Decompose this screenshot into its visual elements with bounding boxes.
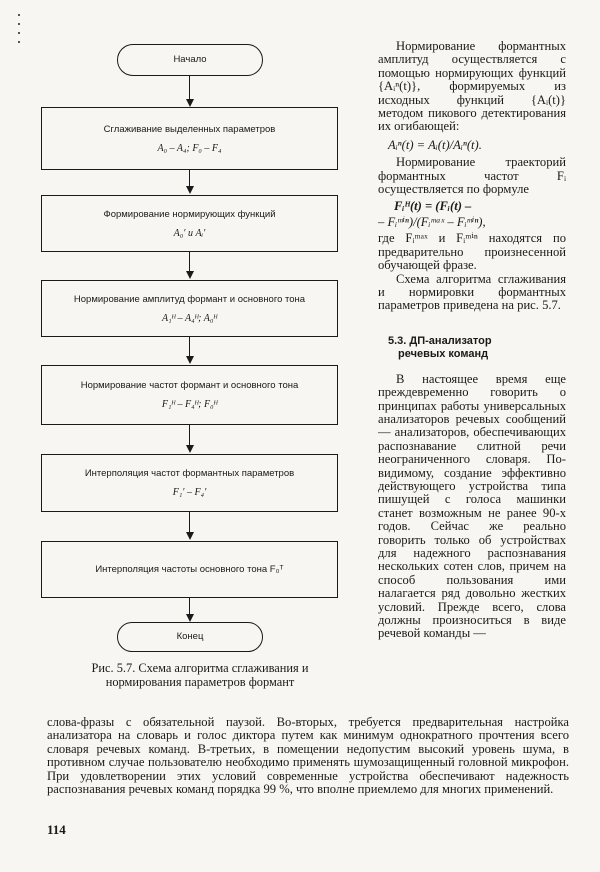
step-frequency-normalization bbox=[41, 365, 338, 425]
step-formula: A₀ – A₄; F₀ – F₄ bbox=[157, 142, 222, 154]
figure-caption bbox=[52, 661, 348, 689]
paragraph: Схема алгоритма сглаживания и нормировки формантных параметров приведена на рис. 5.7. bbox=[378, 271, 566, 313]
arrow-icon bbox=[186, 356, 194, 364]
formula: Fᵢᴴ(t) = (Fᵢ(t) – bbox=[394, 199, 472, 214]
bottom-paragraph: слова-фразы с обязательной паузой. Во-вторых, требуется предварительная настройка анализатора на словарь и голос диктора путем как минимум однократного прочтения всего словаря речевых команд. В-третьих, в помещении недопустим высокий уровень шума, в противном случае пользователю необходимо применять шумозащищенный головной микрофон. При удовлетворении этих условий современные устройства обеспечивают надежность распознавания речевых команд порядка 99 %, что вполне приемлемо для многих применений. bbox=[47, 715, 569, 797]
arrow-icon bbox=[186, 271, 194, 279]
arrow-icon bbox=[186, 614, 194, 622]
arrow-icon bbox=[186, 445, 194, 453]
page-number: 114 bbox=[47, 822, 66, 837]
step-formula: A₁ᴴ – A₄ᴴ; A₀ᴴ bbox=[162, 312, 217, 324]
step-label: Нормирование частот формант и основного тона bbox=[80, 380, 299, 391]
step-label: Формирование нормирующих функций bbox=[103, 208, 276, 220]
caption-line-1: Рис. 5.7. Схема алгоритма сглаживания и bbox=[91, 661, 309, 675]
arrow-icon bbox=[186, 532, 194, 540]
heading-line: речевых команд bbox=[398, 347, 489, 360]
step-pitch-interpolation bbox=[41, 541, 338, 598]
start-terminal bbox=[117, 44, 263, 76]
formula: – Fᵢᵐⁱⁿ)/(Fᵢᵐᵃˣ – Fᵢᵐⁱⁿ), bbox=[378, 214, 486, 229]
step-formula: F₁ᴴ – F₄ᴴ; F₀ᴴ bbox=[161, 399, 218, 410]
end-label: Конец bbox=[176, 631, 204, 642]
step-formula: A₀′ и Aᵢ′ bbox=[173, 227, 206, 239]
section-heading bbox=[388, 335, 566, 361]
connector bbox=[189, 425, 190, 447]
step-smoothing bbox=[41, 107, 338, 170]
arrow-icon bbox=[186, 186, 194, 194]
paragraph: Нормирование формантных амплитуд осуществляется с помощью нормирующих функций {Aᵢⁿ(t)}, формируемых из исходных функций {Aᵢ(t)} методом пикового детектирования их огибающей: bbox=[378, 39, 566, 134]
step-normalizing-functions bbox=[41, 195, 338, 252]
right-column bbox=[378, 40, 566, 641]
step-label: Интерполяция частоты основного тона F₀ᵀ bbox=[95, 563, 284, 575]
paragraph: Нормирование траекторий формантных частот Fᵢ осуществляется по формуле bbox=[378, 155, 566, 197]
arrow-icon bbox=[186, 99, 194, 107]
heading-line: 5.3. ДП-анализатор bbox=[388, 334, 492, 347]
step-label: Интерполяция частот формантных параметров bbox=[84, 468, 295, 479]
margin-dots bbox=[18, 14, 20, 50]
formula: Aᵢⁿ(t) = Aᵢ(t)/Aᵢⁿ(t). bbox=[388, 137, 482, 152]
step-formula: F₁′ – F₄′ bbox=[172, 487, 207, 498]
connector bbox=[189, 252, 190, 273]
connector bbox=[189, 337, 190, 358]
start-label: Начало bbox=[173, 54, 207, 65]
step-label: Нормирование амплитуд формант и основного тона bbox=[73, 293, 306, 305]
paragraph: где Fᵢᵐᵃˣ и Fᵢᵐⁱⁿ находятся по предварительно произнесенной обучающей фразе. bbox=[378, 231, 566, 273]
connector bbox=[189, 512, 190, 534]
step-label: Сглаживание выделенных параметров bbox=[103, 123, 276, 135]
caption-line-2: нормирования параметров формант bbox=[105, 675, 295, 689]
connector bbox=[189, 76, 190, 101]
paragraph: В настоящее время еще преждевременно говорить о принципах работы универсальных анализаторов речевых сообщений — анализаторов, обеспечивающих распознавание слитной речи неограниченного словаря. По-видимому, создание эффективно действующего устройства типа пишущей с голоса машинки станет возможным не ранее 90-х годов. Сейчас же реально говорить только об устройствах для надежного распознавания нескольких сотен слов, причем на способ пользования ими налагается ряд довольно жестких условий. Прежде всего, слова должны произноситься в виде речевой команды — bbox=[378, 371, 566, 641]
step-formant-interpolation bbox=[41, 454, 338, 512]
end-terminal bbox=[117, 622, 263, 652]
step-amplitude-normalization bbox=[41, 280, 338, 337]
